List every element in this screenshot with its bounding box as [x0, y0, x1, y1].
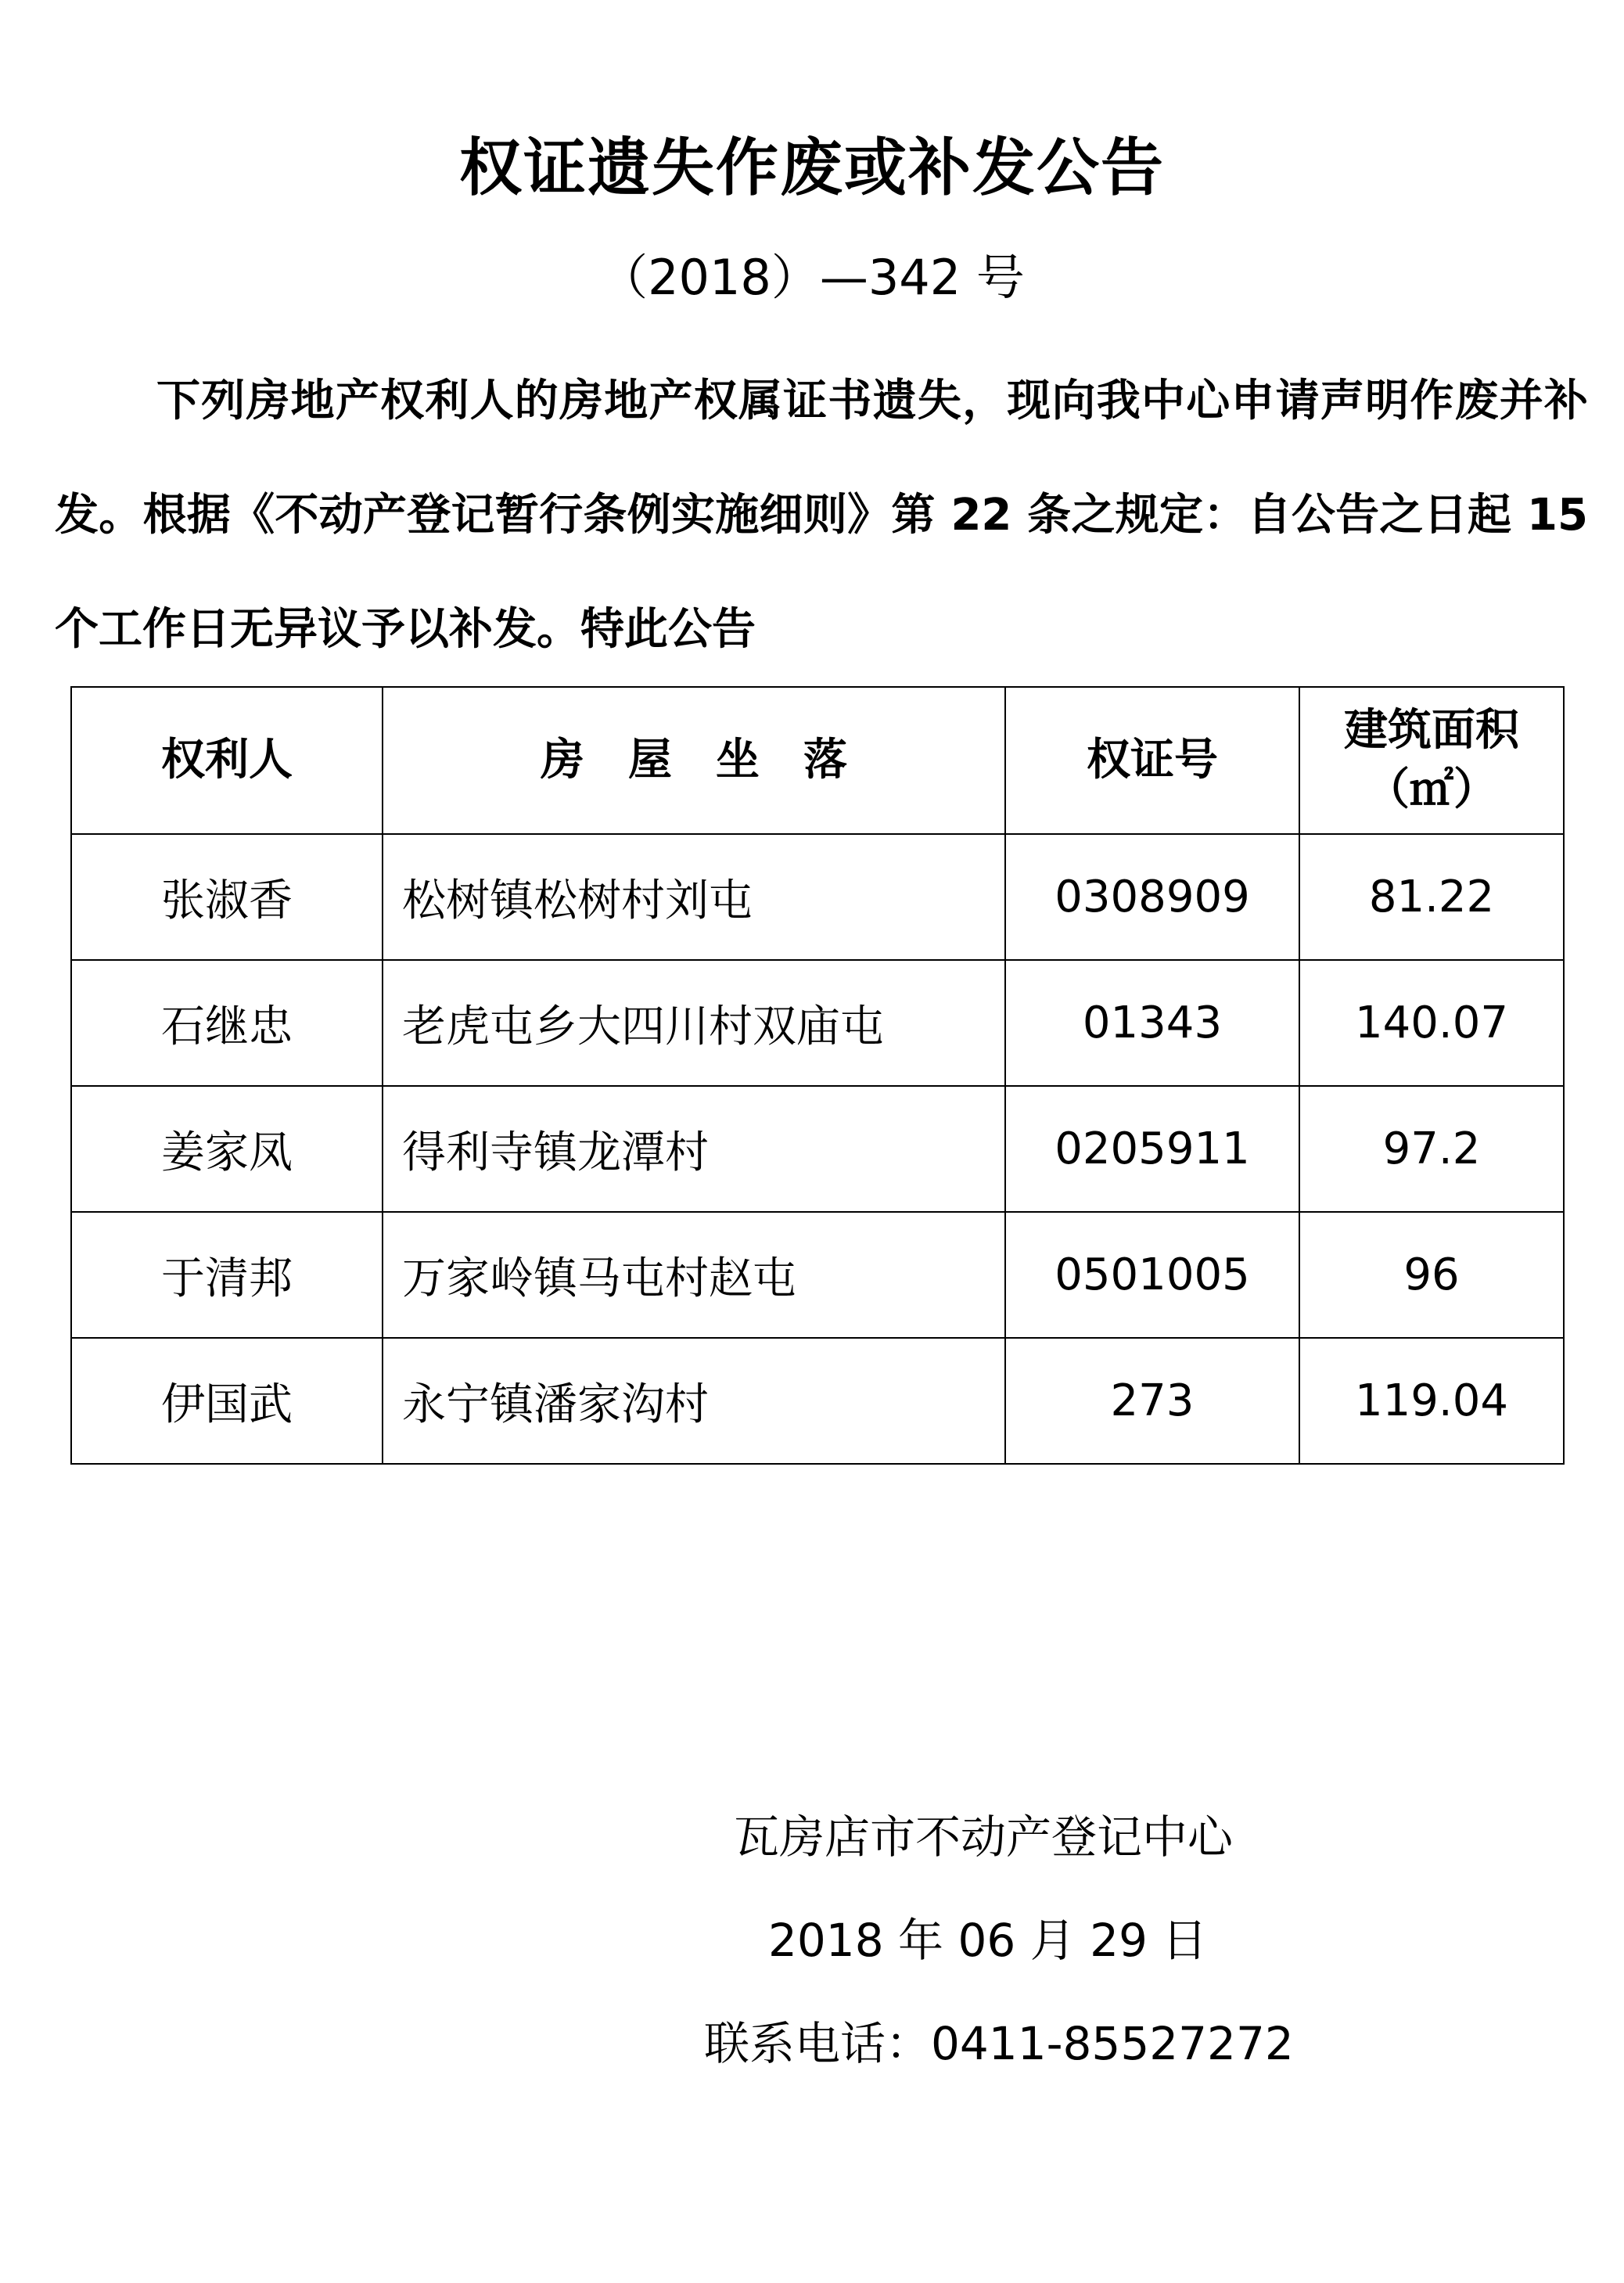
header-location: 房 屋 坐 落 — [383, 687, 1005, 834]
table-row — [71, 834, 1564, 960]
header-area-label: 建筑面积 — [1344, 705, 1519, 756]
header-cert-no: 权证号 — [1005, 687, 1299, 834]
table-row — [71, 1338, 1564, 1464]
cell-cert-no: 0205911 — [1005, 1086, 1299, 1212]
certificate-table — [70, 686, 1565, 1465]
cell-location: 万家岭镇马屯村赵屯 — [383, 1212, 1005, 1338]
cell-location: 松树镇松树村刘屯 — [383, 834, 1005, 960]
cell-owner: 姜家凤 — [71, 1086, 383, 1212]
notice-title: 权证遗失作废或补发公告 — [459, 131, 1165, 204]
cell-cert-no: 01343 — [1005, 960, 1299, 1086]
header-area-unit: （㎡） — [1366, 764, 1497, 815]
table-row — [71, 960, 1564, 1086]
certificate-table-container — [70, 686, 1563, 1465]
cell-location: 老虎屯乡大四川村双庙屯 — [383, 960, 1005, 1086]
table-header-row — [71, 687, 1564, 834]
header-area — [1299, 687, 1564, 834]
cell-cert-no: 0308909 — [1005, 834, 1299, 960]
cell-owner: 石继忠 — [71, 960, 383, 1086]
cell-cert-no: 273 — [1005, 1338, 1299, 1464]
cell-area: 97.2 — [1299, 1086, 1564, 1212]
table-row — [71, 1212, 1564, 1338]
document-number: （2018）—342 号 — [599, 249, 1025, 306]
cell-cert-no: 0501005 — [1005, 1212, 1299, 1338]
cell-area: 140.07 — [1299, 960, 1564, 1086]
cell-owner: 于清邦 — [71, 1212, 383, 1338]
issuing-organization: 瓦房店市不动产登记中心 — [734, 1810, 1234, 1864]
cell-owner: 张淑香 — [71, 834, 383, 960]
cell-owner: 伊国武 — [71, 1338, 383, 1464]
contact-phone: 联系电话：0411-85527272 — [704, 2017, 1294, 2070]
header-owner: 权利人 — [71, 687, 383, 834]
cell-area: 96 — [1299, 1212, 1564, 1338]
issue-date: 2018 年 06 月 29 日 — [768, 1914, 1208, 1967]
table-row — [71, 1086, 1564, 1212]
cell-area: 119.04 — [1299, 1338, 1564, 1464]
cell-area: 81.22 — [1299, 834, 1564, 960]
notice-intro-paragraph: 下列房地产权利人的房地产权属证书遗失，现向我中心申请声明作废并补发。根据《不动产登记暂行条例实施细则》第 22 条之规定：自公告之日起 15 个工作日无异议予以补发。特此公告 — [55, 376, 1588, 655]
cell-location: 永宁镇潘家沟村 — [383, 1338, 1005, 1464]
cell-location: 得利寺镇龙潭村 — [383, 1086, 1005, 1212]
